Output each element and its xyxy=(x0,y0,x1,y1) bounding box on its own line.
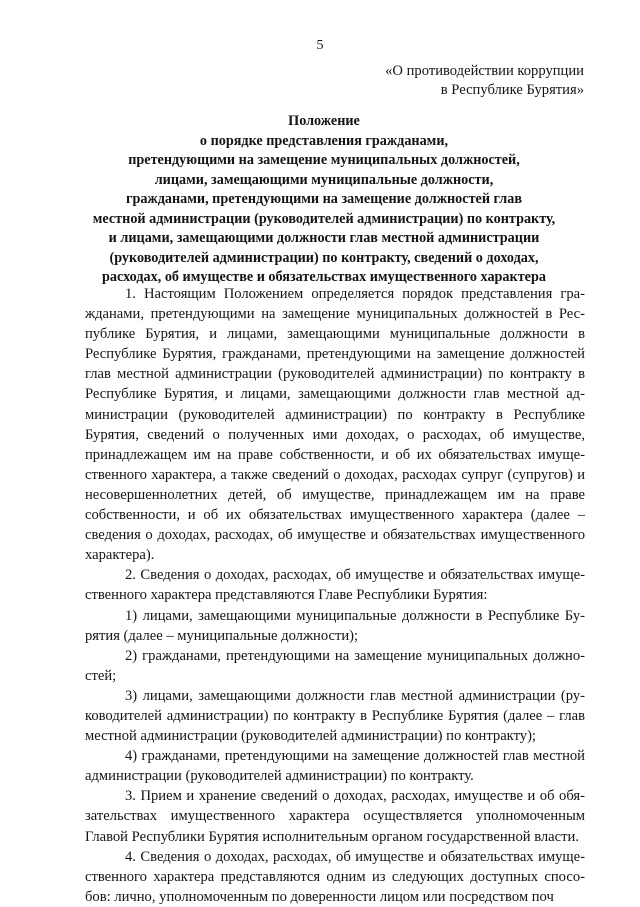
title-line: претендующими на замещение муниципальных должностей, xyxy=(128,152,520,168)
paragraph-1: 1. Настоящим Положением определяется порядок представления гражданами, претендующими на замещение муниципальных должностей в Республике Бурятия, и лицами, замещающими муниципальные должности в Республике Бурятия, гражданами, претендующими на замещение должностей глав местной администрации (руководителей администрации) по контракту в Республике Бурятия, и лицами, замещающими должности глав местной администрации (руководителей администрации) по контракту в Республике Бурятия, сведений о полученных ими доходах, о расходах, об имуществе, принадлежащем им на праве собственности, и об их обязательствах имущественного характера, а также сведений о доходах, расходах супруг (супругов) и несовершеннолетних детей, об имуществе, принадлежащем им на праве собственности, и об их обязательствах имущественного характера (далее – сведения о доходах, расходах, об имуществе и обязательствах имущественного характера). xyxy=(85,286,585,564)
document-body xyxy=(85,284,585,907)
title-line: о порядке представления гражданами, xyxy=(199,132,449,149)
title-line: и лицами, замещающими должности глав местной администрации xyxy=(108,230,540,246)
law-reference-line: «О противодействии коррупции xyxy=(385,63,584,79)
document-title xyxy=(74,112,574,288)
paragraph-4: 4. Сведения о доходах, расходах, об имуществе и обязательствах имущественного характера представляются одним из следующих доступных способов: лично, уполномоченным по доверенности лицом или посредством поч xyxy=(85,848,585,905)
title-line: расходах, об имуществе и обязательствах имущественного характера xyxy=(102,269,546,285)
paragraph-3: 3. Прием и хранение сведений о доходах, расходах, имуществе и об обязательствах имущественного характера осуществляется уполномоченным Главой Республики Бурятия исполнительным органом государственной власти. xyxy=(85,788,585,845)
page-number: 5 xyxy=(316,38,324,53)
title-line: Положение xyxy=(288,113,360,129)
list-item-3: 3) лицами, замещающими должности глав местной администрации (руководителей администрации) по контракту в Республике Бурятия (далее – глав местной администрации (руководителей администрации) по контракту); xyxy=(85,687,585,745)
law-reference xyxy=(385,62,584,100)
title-line: гражданами, претендующими на замещение должностей глав xyxy=(126,191,522,207)
title-line: (руководителей администрации) по контракту, сведений о доходах, xyxy=(109,249,539,266)
law-reference-line: в Республике Бурятия» xyxy=(440,82,584,98)
list-item-4: 4) гражданами, претендующими на замещение должностей глав местной администрации (руководителей администрации) по контракту. xyxy=(85,748,585,785)
title-line: местной администрации (руководителей администрации) по контракту, xyxy=(92,210,556,227)
paragraph-2: 2. Сведения о доходах, расходах, об имуществе и обязательствах имущественного характера представляются Главе Республики Бурятия: xyxy=(85,567,585,604)
title-line: лицами, замещающими муниципальные должности, xyxy=(154,171,494,188)
list-item-1: 1) лицами, замещающими муниципальные должности в Республике Бурятия (далее – муниципальные должности); xyxy=(85,607,585,644)
list-item-2: 2) гражданами, претендующими на замещение муниципальных должностей; xyxy=(85,647,585,684)
